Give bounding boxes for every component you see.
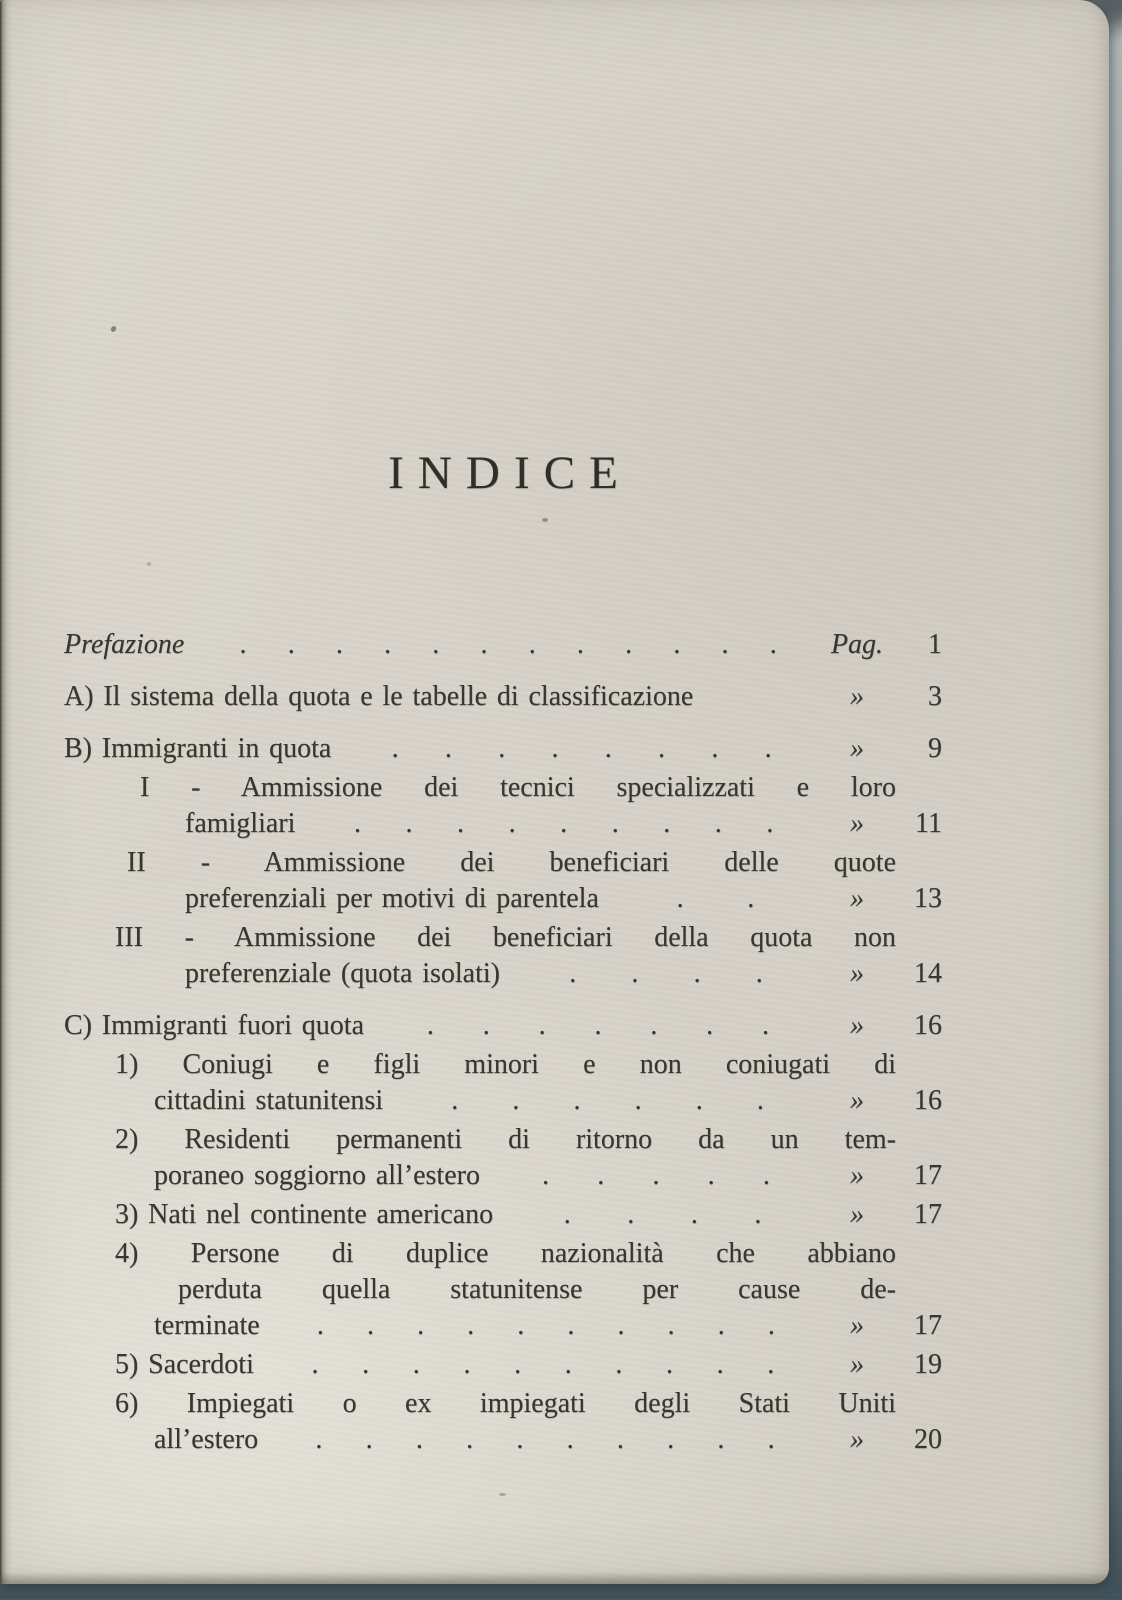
- toc-entry-text: 1) Coniugi e figli minori e non coniugati di: [115, 1049, 896, 1080]
- toc-entry-text: A) Il sistema della quota e le tabelle di classificazione: [64, 681, 694, 712]
- page-ref-mark: »: [850, 733, 864, 764]
- dot-leader: . . . .: [569, 958, 763, 989]
- toc-entry-text: preferenziale (quota isolati): [185, 958, 500, 989]
- toc-row: [64, 1308, 942, 1344]
- page-number: 16: [914, 1010, 942, 1041]
- toc-entry-text: II - Ammissione dei beneficiari delle quote: [127, 847, 896, 878]
- page-title: INDICE: [388, 447, 632, 499]
- toc-row: [64, 1008, 942, 1044]
- toc-row: [64, 731, 942, 767]
- page-ref-mark: »: [850, 1349, 864, 1380]
- page-ref-mark: »: [850, 808, 864, 839]
- toc-row: [64, 1158, 942, 1194]
- toc-row: [64, 1422, 942, 1458]
- toc-row: [64, 956, 942, 992]
- toc-row: [64, 1047, 942, 1083]
- page-number: 3: [928, 681, 942, 712]
- page-number: 13: [914, 883, 942, 914]
- dot-leader: . . . . . . . . . .: [311, 1349, 775, 1380]
- toc-row: [64, 806, 942, 842]
- page-ref-mark: »: [850, 1010, 864, 1041]
- toc-row: [64, 679, 942, 715]
- dot-leader: . .: [676, 883, 755, 914]
- toc-entry-text: perduta quella statunitense per cause de-: [178, 1274, 896, 1305]
- toc-row: [64, 1347, 942, 1383]
- toc-entry-text: I - Ammissione dei tecnici specializzati e loro: [140, 772, 896, 803]
- page-ref-mark: »: [850, 883, 864, 914]
- dot-leader: . . . . . . . .: [391, 733, 772, 764]
- toc-entry-text: famigliari: [185, 808, 296, 839]
- page-ref-mark: »: [850, 1160, 864, 1191]
- page-ref-mark: »: [850, 1199, 864, 1230]
- toc-entry-text: 5) Sacerdoti: [115, 1349, 254, 1380]
- toc-entry-text: 4) Persone di duplice nazionalità che abbiano: [115, 1238, 896, 1269]
- page-ref-mark: »: [850, 681, 864, 712]
- page-number: 11: [915, 808, 942, 839]
- page-ref-mark: »: [850, 958, 864, 989]
- toc-row: [64, 920, 942, 956]
- toc-entry-text: all’estero: [154, 1424, 259, 1455]
- page-number: 17: [914, 1199, 942, 1230]
- toc-entry-text: 6) Impiegati o ex impiegati degli Stati Uniti: [115, 1388, 896, 1419]
- toc-row: [64, 770, 942, 806]
- dot-leader: . . . .: [563, 1199, 762, 1230]
- dot-leader: . . . . . . . . . .: [316, 1310, 775, 1341]
- toc-row: [64, 1386, 942, 1422]
- page-number: 17: [914, 1310, 942, 1341]
- toc-row: [64, 1083, 942, 1119]
- page-number: 19: [914, 1349, 942, 1380]
- page-ref-mark: »: [850, 1310, 864, 1341]
- page-number: 20: [914, 1424, 942, 1455]
- paper-speck: [499, 1493, 506, 1496]
- toc-entry-text: terminate: [154, 1310, 260, 1341]
- page-number: 17: [914, 1160, 942, 1191]
- toc-entry-text: Prefazione: [64, 629, 185, 660]
- page-number: 1: [928, 629, 942, 660]
- toc-entry-text: 2) Residenti permanenti di ritorno da un tem-: [115, 1124, 896, 1155]
- page-number: 9: [928, 733, 942, 764]
- toc-entry-text: poraneo soggiorno all’estero: [154, 1160, 480, 1191]
- toc-row: [64, 627, 942, 663]
- dot-leader: . . . . . . .: [426, 1010, 770, 1041]
- dot-leader: . . . . . . . . .: [353, 808, 774, 839]
- page-ref-mark: Pag.: [830, 629, 884, 660]
- dot-leader: . . . . .: [542, 1160, 770, 1191]
- toc-entry-text: cittadini statunitensi: [154, 1085, 384, 1116]
- toc-entry-text: C) Immigranti fuori quota: [64, 1010, 365, 1041]
- toc-rows: [64, 627, 942, 1458]
- toc-row: [64, 845, 942, 881]
- toc-row: [64, 881, 942, 917]
- page-number: 14: [914, 958, 942, 989]
- toc-entry-text: preferenziali per motivi di parentela: [185, 883, 599, 914]
- toc-row: [64, 1122, 942, 1158]
- dot-leader: . . . . . . . . . .: [315, 1424, 775, 1455]
- page-ref-mark: »: [850, 1424, 864, 1455]
- page-number: 16: [914, 1085, 942, 1116]
- toc-row: [64, 1197, 942, 1233]
- toc-entry-text: III - Ammissione dei beneficiari della quota non: [115, 922, 896, 953]
- toc-row: [64, 1272, 942, 1308]
- page-ref-mark: »: [850, 1085, 864, 1116]
- toc-entry-text: 3) Nati nel continente americano: [115, 1199, 494, 1230]
- dot-leader: . . . . . . . . . . . .: [239, 629, 777, 660]
- toc-content: [64, 0, 942, 1458]
- toc-entry-text: B) Immigranti in quota: [64, 733, 332, 764]
- dot-leader: . . . . . .: [451, 1085, 764, 1116]
- toc-row: [64, 1236, 942, 1272]
